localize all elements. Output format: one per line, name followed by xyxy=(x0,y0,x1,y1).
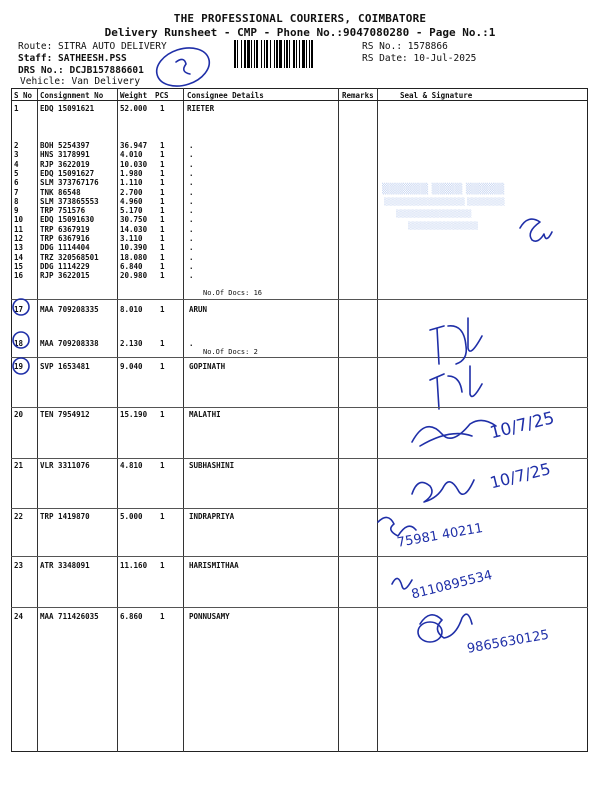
row-sno: 14 xyxy=(14,252,24,262)
row-consignee: INDRAPRIYA xyxy=(189,512,235,521)
row-pcs: 1 xyxy=(160,196,165,206)
row-consignee: . xyxy=(189,224,194,234)
row-consignee: . xyxy=(189,252,194,262)
row-pcs: 1 xyxy=(160,150,165,160)
row-consignee: . xyxy=(189,187,194,197)
row-pcs: 1 xyxy=(160,159,165,169)
row-pcs: 1 xyxy=(160,215,165,225)
row-consignment: MAA 709208338 xyxy=(40,339,99,348)
docs-count-group2: No.Of Docs: 2 xyxy=(203,348,258,356)
handwritten-phone-3: 9865630125 xyxy=(466,627,551,657)
row-consignee: RIETER xyxy=(187,104,215,113)
row-weight: 1.110 xyxy=(120,178,143,188)
row-sno: 5 xyxy=(14,168,19,178)
row-pcs: 1 xyxy=(160,261,165,271)
row-weight: 9.040 xyxy=(120,362,143,371)
row-consignee: . xyxy=(189,234,194,243)
row-weight: 14.030 xyxy=(120,224,148,234)
handwritten-date-2: 10/7/25 xyxy=(488,459,553,493)
row-sno: 8 xyxy=(14,196,19,206)
row-consignment: TNK 86548 xyxy=(40,187,81,197)
col-header-pcs: PCS xyxy=(155,91,169,100)
row-consignee: . xyxy=(189,159,194,169)
runsheet-subtitle: Delivery Runsheet - CMP - Phone No.:9047080280 - Page No.:1 xyxy=(104,26,496,39)
row-consignment: DDG 1114229 xyxy=(40,261,90,271)
row-weight: 4.010 xyxy=(120,150,143,160)
rs-number: RS No.: 1578866 xyxy=(362,41,448,52)
row-consignee: . xyxy=(189,339,194,348)
row-consignment: TRP 6367919 xyxy=(40,224,90,234)
row-consignee: MALATHI xyxy=(189,410,221,419)
row-consignment: EDQ 15091627 xyxy=(40,168,95,178)
row-consignment: VLR 3311076 xyxy=(40,461,90,470)
handwritten-phone-1: 75981 40211 xyxy=(396,520,485,551)
row-weight: 52.000 xyxy=(120,104,148,113)
row-consignee: . xyxy=(189,206,194,216)
row-sno: 16 xyxy=(14,271,24,281)
handwritten-phone-2: 8110895534 xyxy=(410,567,494,603)
row-sno: 19 xyxy=(14,362,24,371)
vehicle-line: Vehicle: Van Delivery xyxy=(20,76,141,87)
row-consignment: EDQ 15091621 xyxy=(40,104,95,113)
rs-date: RS Date: 10-Jul-2025 xyxy=(362,53,477,64)
row-sno: 13 xyxy=(14,243,24,253)
row-weight: 15.190 xyxy=(120,410,148,419)
row-consignee: SUBHASHINI xyxy=(189,461,235,470)
row-consignee: . xyxy=(189,261,194,271)
company-stamp: ▒▒▒▒▒▒ ▒▒▒▒ ▒▒▒▒▒ xyxy=(382,184,505,195)
row-pcs: 1 xyxy=(160,206,165,216)
row-consignee: . xyxy=(189,178,194,188)
row-pcs: 1 xyxy=(160,362,165,371)
row-sno: 11 xyxy=(14,224,24,234)
row-pcs: 1 xyxy=(160,410,165,419)
row-sno: 4 xyxy=(14,159,19,169)
row-sno: 10 xyxy=(14,215,24,225)
row-consignment: RJP 3622019 xyxy=(40,159,90,169)
row-pcs: 1 xyxy=(160,271,165,281)
row-consignment: ATR 3348091 xyxy=(40,561,90,570)
row-consignment: EDQ 15091630 xyxy=(40,215,95,225)
row-weight: 5.000 xyxy=(120,512,143,521)
row-sno: 3 xyxy=(14,150,19,160)
col-header-weight: Weight xyxy=(120,91,148,100)
row-weight: 1.980 xyxy=(120,168,143,178)
row-weight: 3.110 xyxy=(120,234,143,243)
row-weight: 20.980 xyxy=(120,271,148,281)
row-consignment: TEN 7954912 xyxy=(40,410,90,419)
row-weight: 4.960 xyxy=(120,196,143,206)
row-weight: 2.700 xyxy=(120,187,143,197)
row-pcs: 1 xyxy=(160,234,165,243)
row-consignment: DDG 1114404 xyxy=(40,243,90,253)
row-weight: 8.010 xyxy=(120,305,143,314)
row-sno: 7 xyxy=(14,187,19,197)
row-consignment: SLM 373865553 xyxy=(40,196,99,206)
row-weight: 18.080 xyxy=(120,252,148,262)
row-consignment: TRZ 320568501 xyxy=(40,252,99,262)
row-sno: 22 xyxy=(14,512,24,521)
row-consignee: . xyxy=(189,215,194,225)
row-consignee: . xyxy=(189,141,194,150)
row-weight: 2.130 xyxy=(120,339,143,348)
row-consignment: SVP 1653481 xyxy=(40,362,90,371)
company-title: THE PROFESSIONAL COURIERS, COIMBATORE xyxy=(173,12,427,25)
row-consignment: RJP 3622015 xyxy=(40,271,90,281)
row-sno: 18 xyxy=(14,339,24,348)
row-pcs: 1 xyxy=(160,141,165,150)
row-consignee: ARUN xyxy=(189,305,208,314)
col-header-remarks: Remarks xyxy=(342,91,374,100)
col-header-sno: S No xyxy=(14,91,33,100)
row-pcs: 1 xyxy=(160,612,165,621)
row-pcs: 1 xyxy=(160,187,165,197)
row-consignment: MAA 709208335 xyxy=(40,305,99,314)
col-header-consignee: Consignee Details xyxy=(187,91,264,100)
row-weight: 4.810 xyxy=(120,461,143,470)
row-pcs: 1 xyxy=(160,339,165,348)
staff-line: Staff: SATHEESH.PSS xyxy=(18,53,127,64)
col-header-seal: Seal & Signature xyxy=(400,91,473,100)
row-sno: 12 xyxy=(14,234,24,243)
row-consignee: . xyxy=(189,243,194,253)
row-pcs: 1 xyxy=(160,178,165,188)
row-pcs: 1 xyxy=(160,561,165,570)
row-sno: 17 xyxy=(14,305,24,314)
drs-number: DRS No.: DCJB157886601 xyxy=(18,65,144,76)
row-consignment: TRP 751576 xyxy=(40,206,86,216)
row-sno: 23 xyxy=(14,561,24,570)
row-sno: 21 xyxy=(14,461,24,470)
row-consignee: . xyxy=(189,196,194,206)
row-weight: 36.947 xyxy=(120,141,148,150)
row-pcs: 1 xyxy=(160,224,165,234)
row-sno: 2 xyxy=(14,141,19,150)
row-sno: 1 xyxy=(14,104,19,113)
row-consignee: PONNUSAMY xyxy=(189,612,230,621)
row-consignment: BOH 5254397 xyxy=(40,141,90,150)
row-consignee: HARISMITHAA xyxy=(189,561,239,570)
row-pcs: 1 xyxy=(160,243,165,253)
col-header-consignment: Consignment No xyxy=(40,91,104,100)
row-consignee: . xyxy=(189,150,194,160)
row-pcs: 1 xyxy=(160,252,165,262)
row-consignee: GOPINATH xyxy=(189,362,226,371)
row-consignment: SLM 373767176 xyxy=(40,178,99,188)
row-weight: 5.170 xyxy=(120,206,143,216)
row-weight: 6.840 xyxy=(120,261,143,271)
row-pcs: 1 xyxy=(160,305,165,314)
row-consignment: MAA 711426035 xyxy=(40,612,99,621)
row-consignee: . xyxy=(189,271,194,281)
row-pcs: 1 xyxy=(160,512,165,521)
row-weight: 11.160 xyxy=(120,561,148,570)
docs-count-group1: No.Of Docs: 16 xyxy=(203,289,263,297)
row-weight: 30.750 xyxy=(120,215,148,225)
row-pcs: 1 xyxy=(160,168,165,178)
row-consignment: HNS 3178991 xyxy=(40,150,90,160)
row-sno: 20 xyxy=(14,410,24,419)
row-pcs: 1 xyxy=(160,104,165,113)
row-sno: 24 xyxy=(14,612,24,621)
row-pcs: 1 xyxy=(160,461,165,470)
row-sno: 15 xyxy=(14,261,24,271)
row-weight: 10.390 xyxy=(120,243,148,253)
row-consignment: TRP 6367916 xyxy=(40,234,90,243)
row-consignee: . xyxy=(189,168,194,178)
route-line: Route: SITRA AUTO DELIVERY xyxy=(18,41,167,52)
row-weight: 10.030 xyxy=(120,159,148,169)
row-weight: 6.860 xyxy=(120,612,143,621)
row-consignment: TRP 1419870 xyxy=(40,512,90,521)
row-sno: 6 xyxy=(14,178,19,188)
handwritten-date-1: 10/7/25 xyxy=(488,408,557,444)
row-sno: 9 xyxy=(14,206,19,216)
